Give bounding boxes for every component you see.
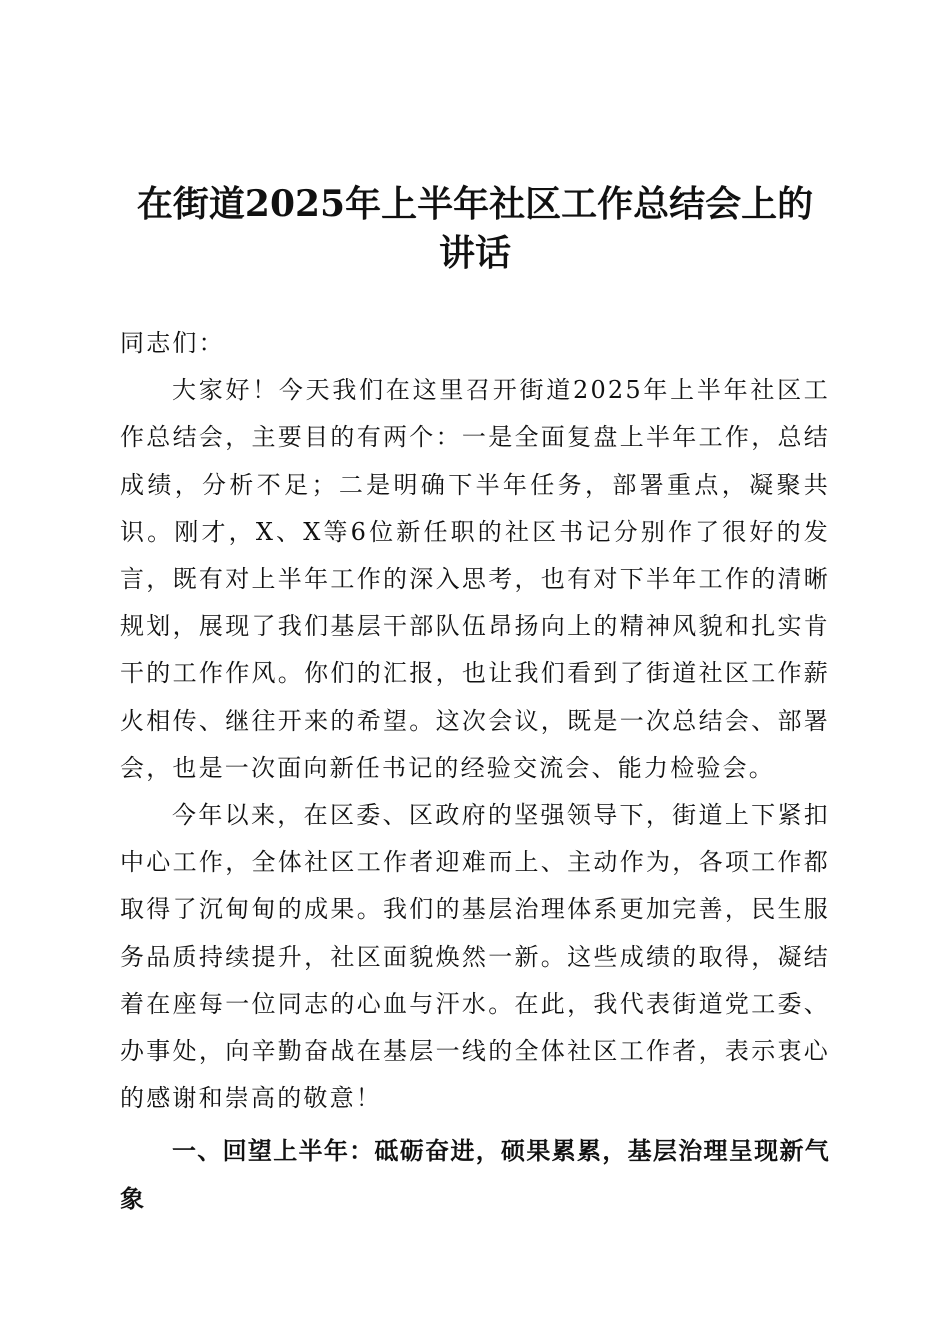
paragraph-opening: 大家好！今天我们在这里召开街道2025年上半年社区工作总结会，主要目的有两个：一是全面复盘上半年工作，总结成绩，分析不足；二是明确下半年任务，部署重点，凝聚共识。刚才，X、X等6位新任职的社区书记分别作了很好的发言，既有对上半年工作的深入思考，也有对下半年工作的清晰规划，展现了我们基层干部队伍昂扬向上的精神风貌和扎实肯干的工作作风。你们的汇报，也让我们看到了街道社区工作薪火相传、继往开来的希望。这次会议，既是一次总结会、部署会，也是一次面向新任书记的经验交流会、能力检验会。: [120, 376, 830, 782]
paragraph-achievements: 今年以来，在区委、区政府的坚强领导下，街道上下紧扣中心工作，全体社区工作者迎难而上、主动作为，各项工作都取得了沉甸甸的成果。我们的基层治理体系更加完善，民生服务品质持续提升，社区面貌焕然一新。这些成绩的取得，凝结着在座每一位同志的心血与汗水。在此，我代表街道党工委、办事处，向辛勤奋战在基层一线的全体社区工作者，表示衷心的感谢和崇高的敬意！: [120, 801, 830, 1113]
salutation: 同志们：: [120, 329, 225, 357]
document-title: 在街道2025年上半年社区工作总结会上的讲话: [136, 183, 814, 274]
document-body: [120, 320, 830, 1223]
section-heading: 一、回望上半年：砥砺奋进，硕果累累，基层治理呈现新气象: [120, 1137, 830, 1213]
